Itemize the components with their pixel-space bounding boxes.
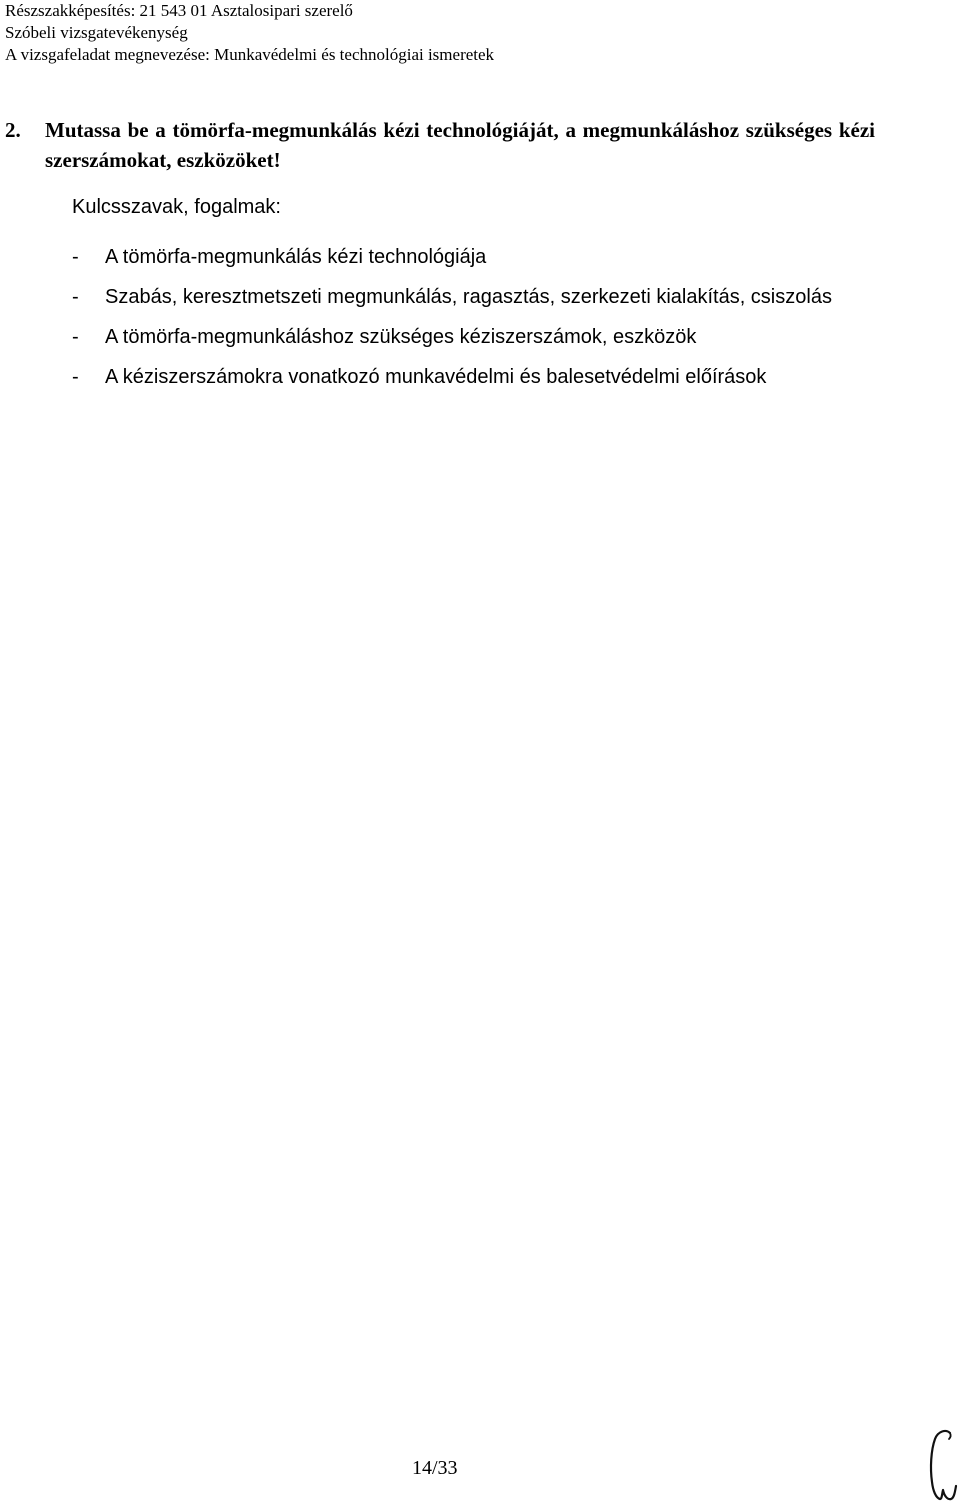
keyword-item: [72, 283, 832, 323]
keyword-dash: -: [72, 246, 79, 268]
keyword-dash: -: [72, 366, 79, 388]
keyword-text: A tömörfa-megmunkáláshoz szükséges kéziszerszámok, eszközök: [105, 326, 697, 348]
keyword-text: Szabás, keresztmetszeti megmunkálás, ragasztás, szerkezeti kialakítás, csiszolás: [105, 286, 832, 308]
signature-mark: [924, 1428, 958, 1502]
question-number: 2.: [5, 118, 21, 142]
page-number: 14/33: [412, 1457, 458, 1479]
keyword-item: [72, 243, 832, 283]
header-exam-activity: Szóbeli vizsgatevékenység: [5, 23, 188, 42]
document-header: [5, 0, 494, 66]
keyword-item: [72, 323, 832, 363]
keyword-text: A kéziszerszámokra vonatkozó munkavédelmi és balesetvédelmi előírások: [105, 366, 767, 388]
question-text: Mutassa be a tömörfa-megmunkálás kézi technológiáját, a megmunkáláshoz szükséges kézi szerszámokat, eszközöket!: [45, 118, 875, 172]
header-task-name: A vizsgafeladat megnevezése: Munkavédelmi és technológiai ismeretek: [5, 45, 495, 64]
keyword-dash: -: [72, 326, 79, 348]
header-qualification: Részszakképesítés: 21 543 01 Asztalosipari szerelő: [5, 1, 353, 20]
keyword-dash: -: [72, 286, 79, 308]
keyword-item: [72, 363, 832, 403]
keyword-text: A tömörfa-megmunkálás kézi technológiája: [105, 246, 487, 268]
keywords-list: [72, 243, 832, 403]
question-block: [5, 115, 875, 175]
keywords-heading: Kulcsszavak, fogalmak:: [72, 196, 281, 218]
